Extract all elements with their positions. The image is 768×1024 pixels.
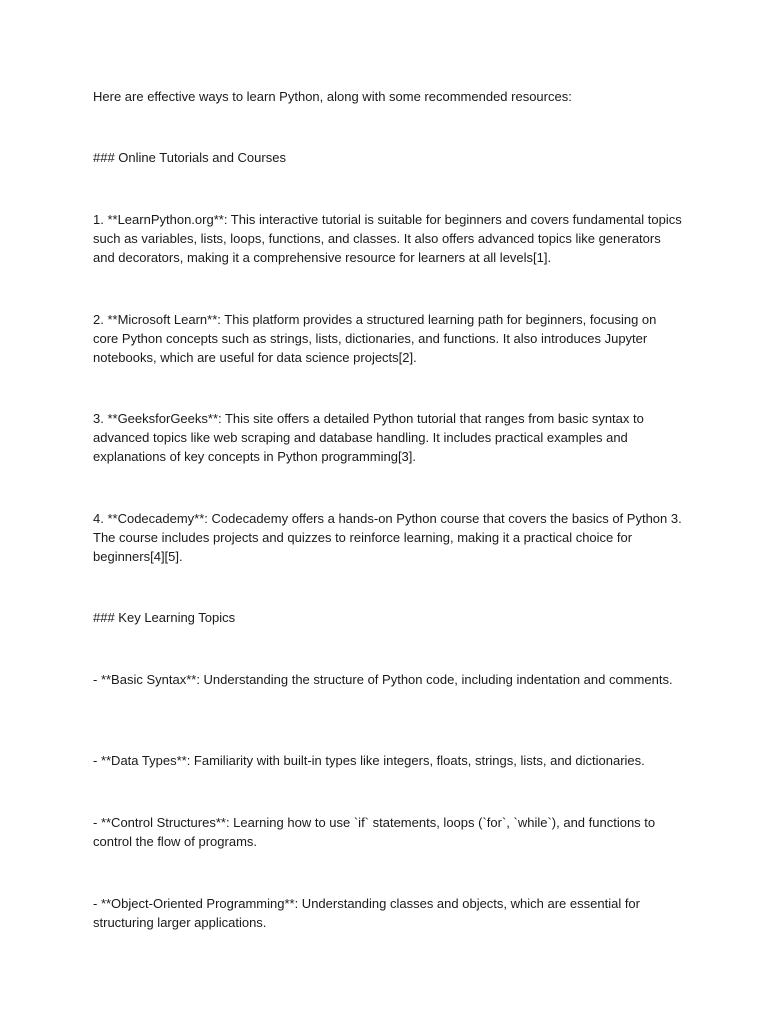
topic-basic-syntax: - **Basic Syntax**: Understanding the structure of Python code, including indentation and comments. [93,672,673,687]
topic-object-oriented-programming: - **Object-Oriented Programming**: Understanding classes and objects, which are essential for structuring larger applications. [93,896,640,930]
list-item-learnpython: 1. **LearnPython.org**: This interactive tutorial is suitable for beginners and covers fundamental topics such as variables, lists, loops, functions, and classes. It also offers advanced topics like generators and decorators, making it a comprehensive resource for learners at all levels[1]. [93,212,682,265]
topic-control-structures: - **Control Structures**: Learning how to use `if` statements, loops (`for`, `while`), and functions to control the flow of programs. [93,815,656,849]
heading-key-learning-topics: ### Key Learning Topics [93,610,236,625]
list-item-codecademy: 4. **Codecademy**: Codecademy offers a hands-on Python course that covers the basics of Python 3. The course includes projects and quizzes to reinforce learning, making it a practical choice for beginners[4][5]. [93,511,682,564]
list-item-geeksforgeeks: 3. **GeeksforGeeks**: This site offers a detailed Python tutorial that ranges from basic syntax to advanced topics like web scraping and database handling. It includes practical examples and explanations of key concepts in Python programming[3]. [93,411,644,464]
heading-online-tutorials: ### Online Tutorials and Courses [93,150,286,165]
list-item-microsoft-learn: 2. **Microsoft Learn**: This platform provides a structured learning path for beginners, focusing on core Python concepts such as strings, lists, dictionaries, and functions. It also introduces Jupyter notebooks, which are useful for data science projects[2]. [93,312,657,365]
topic-data-types: - **Data Types**: Familiarity with built-in types like integers, floats, strings, lists, and dictionaries. [93,753,645,768]
intro-paragraph: Here are effective ways to learn Python, along with some recommended resources: [93,89,572,104]
